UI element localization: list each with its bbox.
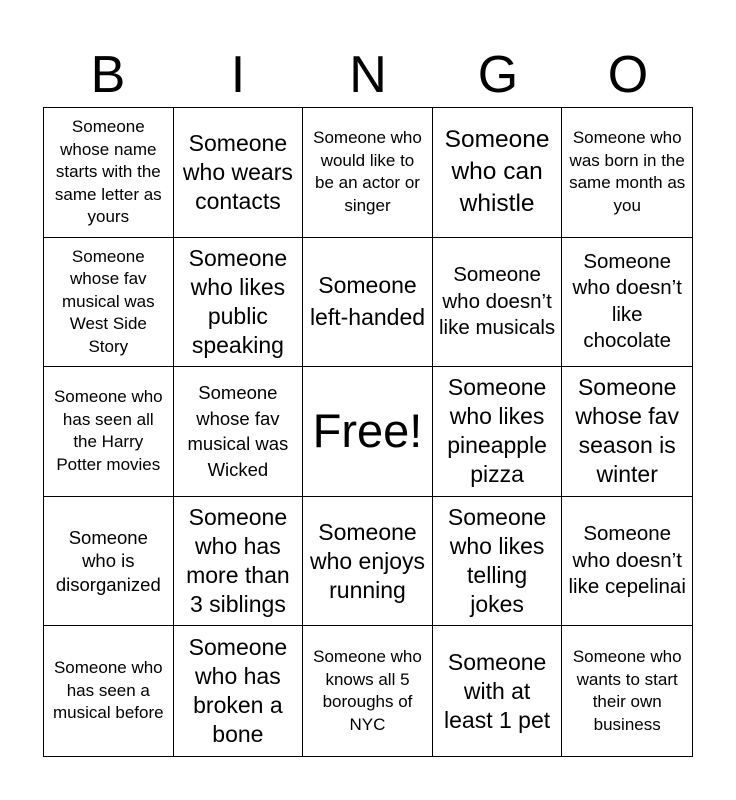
header-letter-o: O [607,46,649,104]
bingo-cell[interactable] [174,238,304,368]
cell-text: Someone left-handed [309,272,426,330]
header-letter-g: G [477,46,519,104]
cell-text: Someone who has more than 3 siblings [186,504,290,618]
bingo-cell[interactable] [562,497,692,627]
bingo-cell[interactable] [433,626,563,756]
bingo-cell[interactable] [562,238,692,368]
cell-text: Someone who wants to start their own business [572,647,682,734]
bingo-cell[interactable] [303,497,433,627]
cell-text: Someone who doesn’t like cepelinai [568,522,686,599]
bingo-cell[interactable] [174,626,304,756]
bingo-cell[interactable] [562,367,692,497]
cell-text: Someone who can whistle [444,126,550,218]
bingo-cell[interactable] [433,497,563,627]
bingo-header [43,44,693,106]
header-letter-i: I [230,46,246,104]
bingo-cell[interactable] [303,626,433,756]
bingo-cell[interactable] [433,367,563,497]
bingo-cell[interactable] [44,626,174,756]
header-letter-n: N [349,46,387,104]
bingo-cell[interactable] [174,108,304,238]
cell-text: Someone with at least 1 pet [444,648,551,733]
cell-text: Someone whose name starts with the same letter as yours [54,117,162,227]
cell-text: Someone who knows all 5 boroughs of NYC [313,647,422,734]
cell-text: Someone who would like to be an actor or singer [313,128,422,215]
cell-text: Someone whose fav musical was Wicked [187,382,289,480]
cell-text: Someone who was born in the same month as you [569,128,686,215]
cell-text: Someone who has seen a musical before [53,658,164,723]
cell-text: Someone who doesn’t like musicals [438,263,556,340]
bingo-grid [43,107,693,757]
cell-text: Someone who likes public speaking [188,244,288,358]
cell-text: Someone who doesn’t like chocolate [572,249,682,353]
cell-text: Someone who has broken a bone [188,634,288,748]
bingo-cell[interactable] [562,108,692,238]
cell-text: Someone who is disorganized [55,526,161,595]
cell-text: Someone who likes pineapple pizza [447,374,547,488]
bingo-cell[interactable] [44,108,174,238]
bingo-cell[interactable] [174,367,304,497]
bingo-cell[interactable] [303,238,433,368]
cell-text: Someone who has seen all the Harry Potter movies [53,387,163,474]
cell-text: Someone who enjoys running [309,518,426,603]
cell-text: Someone whose fav season is winter [575,374,679,488]
cell-text: Someone whose fav musical was West Side Story [62,246,155,356]
bingo-cell[interactable] [433,238,563,368]
bingo-cell-free[interactable] [303,367,433,497]
bingo-cell[interactable] [303,108,433,238]
bingo-cell[interactable] [562,626,692,756]
bingo-cell[interactable] [433,108,563,238]
bingo-cell[interactable] [44,497,174,627]
header-letter-b: B [90,46,126,104]
cell-text: Someone who wears contacts [182,129,293,214]
bingo-cell[interactable] [44,238,174,368]
free-space-label: Free! [312,404,423,458]
bingo-cell[interactable] [44,367,174,497]
cell-text: Someone who likes telling jokes [447,504,547,618]
bingo-cell[interactable] [174,497,304,627]
